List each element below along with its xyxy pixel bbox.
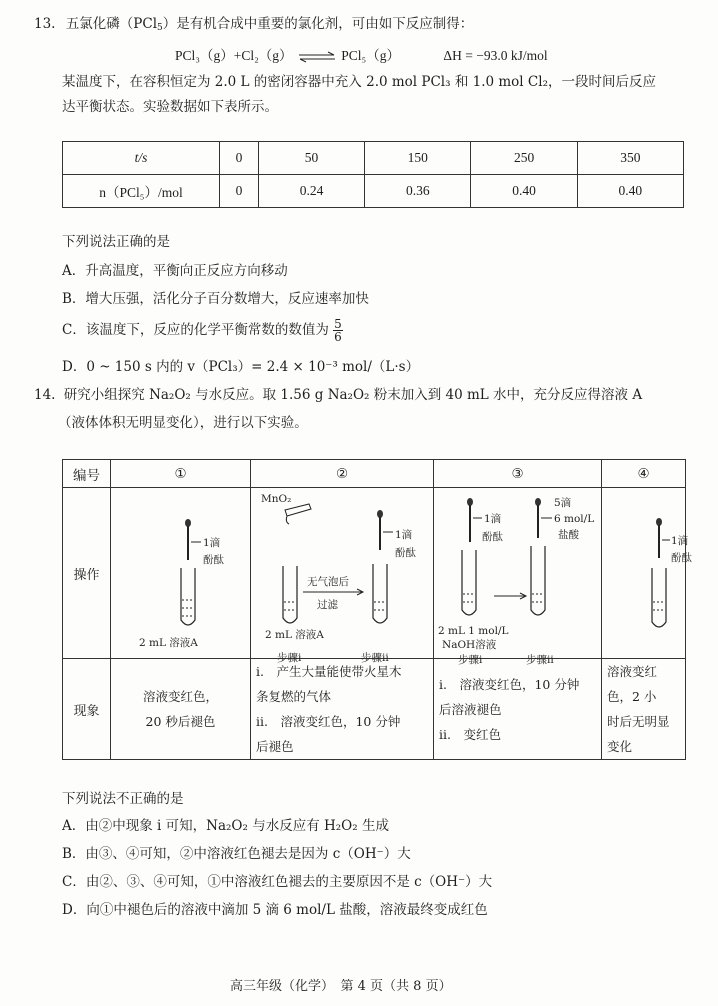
table-cell: 250 bbox=[471, 142, 577, 175]
ph-cell-4 bbox=[602, 659, 686, 760]
op3-step2: 步骤ii bbox=[526, 654, 554, 666]
table-row bbox=[63, 460, 686, 488]
op-cell-3 bbox=[434, 488, 602, 666]
q13-option-a[interactable]: A．升高温度，平衡向正反应方向移动 bbox=[62, 263, 288, 279]
header-col-4: ④ bbox=[602, 460, 686, 488]
ph-cell-1 bbox=[111, 659, 251, 760]
row-label-phenomenon: 现象 bbox=[63, 659, 111, 760]
table-cell: 350 bbox=[577, 142, 683, 175]
ph3-line: ii. 变红色 bbox=[439, 726, 501, 742]
table-row bbox=[63, 142, 684, 175]
op1-tube: 2 mL 溶液A bbox=[139, 637, 198, 649]
test-tube-diagram-1 bbox=[111, 488, 251, 658]
ph-cell-3 bbox=[434, 659, 602, 760]
header-col-2: ② bbox=[251, 460, 434, 488]
q14-experiment-table bbox=[62, 459, 692, 760]
table-cell: 0 bbox=[220, 175, 259, 208]
ph-cell-2 bbox=[251, 659, 434, 760]
table-header-time: t/s bbox=[63, 142, 220, 175]
q14-stem-line1 bbox=[34, 385, 642, 405]
op4-reagent: 酚酞 bbox=[671, 552, 692, 564]
q13-stem: 13. 五氯化磷（PCl$_5$）是有机合成中重要的氯化剂，可由如下反应制得： bbox=[34, 16, 474, 33]
test-tube-diagram-2 bbox=[251, 488, 434, 664]
test-tube-diagram-4 bbox=[602, 488, 692, 658]
ph3-line: i. 溶液变红色，10 分钟 bbox=[439, 676, 580, 692]
table-row bbox=[63, 488, 686, 659]
q13-para2: 达平衡状态。实验数据如下表所示。 bbox=[62, 99, 278, 115]
q14-option-c[interactable]: C．由②、③、④可知，①中溶液红色褪去的主要原因不是 c（OH⁻）大 bbox=[62, 874, 493, 890]
table-cell: 150 bbox=[365, 142, 471, 175]
q13-equation bbox=[175, 44, 548, 64]
q14-line1-text: 研究小组探究 Na₂O₂ 与水反应。取 1.56 g Na₂O₂ 粉末加入到 40 mL 水中，充分反应得溶液 A bbox=[63, 387, 643, 403]
op3-drop2: 5滴 bbox=[554, 497, 572, 509]
ph1-line: 溶液变红色， bbox=[142, 689, 218, 704]
q13-stem-rest: ）是有机合成中重要的氯化剂，可由如下反应制得： bbox=[162, 16, 474, 32]
ph4-line: 溶液变红色，2 小 bbox=[607, 664, 658, 704]
header-number: 编号 bbox=[63, 460, 111, 488]
q13-option-c[interactable] bbox=[62, 318, 343, 343]
op4-drop: 1滴 bbox=[671, 535, 689, 547]
op2-arrow-label1: 无气泡后 bbox=[307, 576, 349, 588]
header-col-1: ① bbox=[111, 460, 251, 488]
q14-prompt: 下列说法不正确的是 bbox=[62, 791, 184, 807]
table-cell: 0.24 bbox=[258, 175, 364, 208]
op3-drop: 1滴 bbox=[484, 513, 502, 525]
q14-option-b[interactable]: B．由③、④可知，②中溶液红色褪去是因为 c（OH⁻）大 bbox=[62, 846, 411, 862]
q14-option-a[interactable]: A．由②中现象 i 可知，Na₂O₂ 与水反应有 H₂O₂ 生成 bbox=[62, 818, 389, 834]
q14-stem-line2: （液体体积无明显变化），进行以下实验。 bbox=[58, 415, 308, 431]
q13-data-table bbox=[62, 141, 684, 208]
test-tube-diagram-3 bbox=[434, 488, 602, 666]
page-footer: 高三年级（化学） 第 4 页（共 8 页） bbox=[230, 979, 452, 994]
table-cell: 0.40 bbox=[577, 175, 683, 208]
row-label-operation: 操作 bbox=[63, 488, 111, 659]
ph3-line: 后溶液褪色 bbox=[439, 701, 502, 717]
op2-arrow-label2: 过滤 bbox=[317, 599, 338, 611]
q13-prompt: 下列说法正确的是 bbox=[62, 234, 170, 250]
table-row bbox=[63, 175, 684, 208]
op-cell-1 bbox=[111, 488, 251, 659]
q13-number: 13. bbox=[34, 16, 56, 32]
q14-option-d[interactable]: D．向①中褪色后的溶液中滴加 5 滴 6 mol/L 盐酸，溶液最终变成红色 bbox=[62, 902, 488, 918]
header-col-3: ③ bbox=[434, 460, 602, 488]
q13-stem-intro: 五氯化磷（PCl bbox=[65, 16, 158, 32]
equilibrium-arrow-icon bbox=[298, 52, 336, 62]
op3-acid: 盐酸 bbox=[558, 529, 579, 541]
op1-reagent: 酚酞 bbox=[203, 554, 224, 566]
table-cell: 0.36 bbox=[365, 175, 471, 208]
table-cell: 50 bbox=[258, 142, 364, 175]
q14-number: 14. bbox=[34, 387, 56, 403]
op2-drop: 1滴 bbox=[395, 529, 413, 541]
ph2-line: i. 产生大量能使带火星木 bbox=[256, 664, 402, 679]
q13-para1: 某温度下，在容积恒定为 2.0 L 的密闭容器中充入 2.0 mol PCl₃ 和 1.0 mol Cl₂，一段时间后反应 bbox=[62, 74, 656, 90]
fraction: $\frac{5}{6}$ bbox=[334, 317, 342, 344]
op2-tube: 2 mL 溶液A bbox=[265, 629, 324, 641]
op2-mno2: MnO₂ bbox=[261, 493, 292, 505]
op2-step2: 步骤ii bbox=[361, 652, 389, 664]
op3-step1: 步骤i bbox=[458, 654, 483, 666]
eq-products: PCl₅（g） bbox=[341, 48, 401, 63]
op3-tube2: NaOH溶液 bbox=[442, 639, 497, 651]
op3-tube1: 2 mL 1 mol/L bbox=[438, 625, 509, 637]
eq-reactants: PCl₃（g）+Cl₂（g） bbox=[175, 48, 293, 63]
table-row bbox=[63, 659, 686, 760]
op3-conc: 6 mol/L bbox=[554, 513, 595, 525]
op2-reagent: 酚酞 bbox=[395, 547, 416, 559]
ph1-line: 20 秒后褪色 bbox=[145, 714, 216, 729]
ph2-line: 条复燃的气体 bbox=[256, 689, 332, 704]
eq-enthalpy: ΔH = −93.0 kJ/mol bbox=[443, 48, 548, 63]
ph4-line: 时后无明显变化 bbox=[607, 714, 670, 754]
q13-option-b[interactable]: B．增大压强，活化分子百分数增大，反应速率加快 bbox=[62, 291, 369, 307]
op-cell-4 bbox=[602, 488, 692, 659]
table-header-amount: n（PCl₅）/mol bbox=[63, 175, 220, 208]
op-cell-2 bbox=[251, 488, 434, 664]
op3-reagent: 酚酞 bbox=[482, 531, 503, 543]
q13-option-c-text: C．该温度下，反应的化学平衡常数的数值为 bbox=[62, 322, 329, 338]
op1-drop: 1滴 bbox=[203, 537, 221, 549]
op2-step1: 步骤i bbox=[277, 652, 302, 664]
table-cell: 0 bbox=[220, 142, 259, 175]
table-cell: 0.40 bbox=[471, 175, 577, 208]
q13-option-d[interactable]: D．0 ~ 150 s 内的 v（PCl₃）= 2.4 × 10⁻³ mol/（L·s） bbox=[62, 359, 420, 375]
ph2-line: ii. 溶液变红色，10 分钟 bbox=[256, 714, 401, 729]
ph2-line: 后褪色 bbox=[256, 739, 294, 754]
